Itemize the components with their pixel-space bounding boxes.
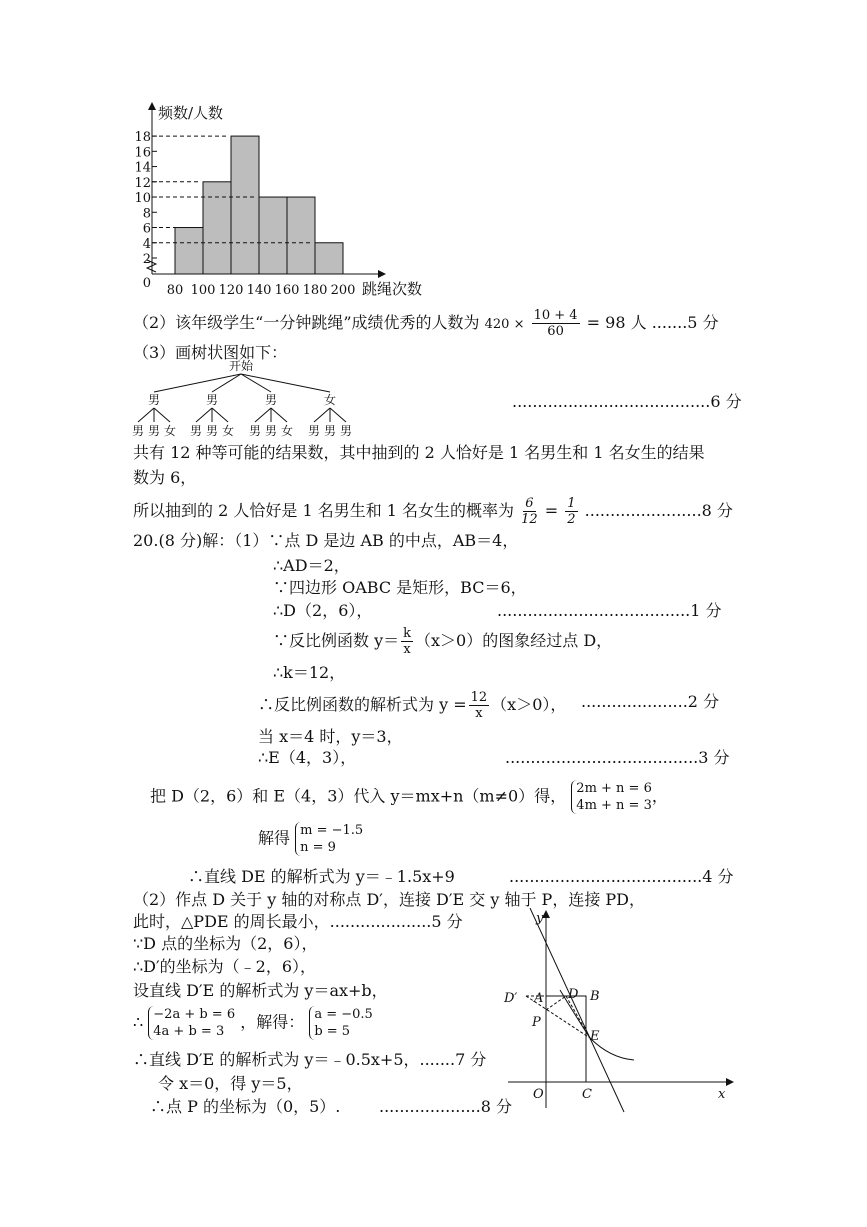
histogram-bar xyxy=(175,228,203,274)
q20-l6b: （x＞0）， xyxy=(491,695,567,714)
y-tick-label: 12 xyxy=(134,175,151,191)
tree-branch xyxy=(212,408,228,422)
q20-l6 xyxy=(258,690,566,721)
tree-level1-node: 男 xyxy=(147,393,161,407)
x-axis-arrow xyxy=(378,270,386,278)
y-tick-label: 18 xyxy=(134,130,151,146)
ab-eq1: −2a + b = 6 xyxy=(153,1007,236,1022)
q20-l9 xyxy=(150,780,668,814)
q20-l9-end: ， xyxy=(651,786,668,806)
result-line3 xyxy=(133,496,733,527)
label-x: x xyxy=(718,1087,726,1102)
q20b-l3: ∵D 点的坐标为（2，6）， xyxy=(133,934,318,953)
q20b-l6 xyxy=(133,1006,373,1040)
tree-branch xyxy=(196,408,212,422)
tree-level2-node: 女 xyxy=(221,424,235,438)
part2-expr: 420 × xyxy=(484,317,525,332)
q20-l5: ∴k＝12， xyxy=(273,663,346,682)
part2-result: = 98 人 xyxy=(586,313,647,332)
dashed-p-d xyxy=(546,996,566,1010)
tree-level1-node: 女 xyxy=(323,393,337,407)
label-b: B xyxy=(590,989,600,1004)
y-axis-label: 频数/人数 xyxy=(158,104,224,122)
tree-level2-node: 女 xyxy=(163,424,177,438)
x-tick-label: 100 xyxy=(190,283,216,298)
fraction-6-12 xyxy=(521,496,538,527)
x-tick-label: 200 xyxy=(330,283,356,298)
q20-l7: 当 x＝4 时，y＝3， xyxy=(258,727,403,746)
label-y: y xyxy=(536,911,544,926)
x-tick-label: 80 xyxy=(166,283,184,298)
tree-level2-node: 男 xyxy=(131,424,145,438)
tree-branch xyxy=(314,408,330,422)
q20-l10 xyxy=(258,822,363,856)
y-tick-label: 10 xyxy=(134,191,151,207)
label-o: O xyxy=(533,1087,544,1102)
x-tick-label: 120 xyxy=(218,283,244,298)
tree-branch xyxy=(154,408,170,422)
coordinate-graph xyxy=(500,908,740,1118)
q20b-l5: 设直线 D′E 的解析式为 y＝ax+b， xyxy=(133,981,388,1000)
tree-branch xyxy=(255,408,271,422)
tree-branch xyxy=(138,408,154,422)
q20b-l7: ∴直线 D′E 的解析式为 y＝﹣0.5x+5，.......7 分 xyxy=(133,1050,487,1069)
tree-level2-node: 男 xyxy=(307,424,321,438)
tree-level1-node: 男 xyxy=(205,393,219,407)
histogram-bar xyxy=(315,243,343,274)
k-num: k xyxy=(403,626,412,641)
x-den: x xyxy=(403,642,411,657)
part3-title: （3）画树状图如下： xyxy=(133,343,288,362)
tree-branch xyxy=(271,408,287,422)
system-ab-solution xyxy=(309,1006,372,1040)
equals: = xyxy=(544,501,559,520)
x-den2: x xyxy=(475,706,483,721)
q20b-l6a: ∴ xyxy=(133,1012,144,1032)
label-p: P xyxy=(532,1015,541,1030)
q20-l3: ∴D（2，6）， xyxy=(273,601,373,620)
ab-sol2: b = 5 xyxy=(314,1024,351,1039)
tree-root: 开始 xyxy=(229,359,254,373)
q20b-l9: ∴点 P 的坐标为（0，5）. xyxy=(150,1097,341,1116)
result-score: .......................8 分 xyxy=(584,501,733,520)
k-over-x xyxy=(401,626,413,657)
frac2-num: 1 xyxy=(567,496,576,511)
part2-den: 60 xyxy=(547,324,564,339)
12-num: 12 xyxy=(470,690,488,705)
sol-eq2: n = 9 xyxy=(300,840,336,855)
q20-l1: ∴AD＝2， xyxy=(273,556,350,575)
q20-score2: .....................2 分 xyxy=(581,692,720,711)
frac1-den: 12 xyxy=(521,512,538,527)
tree-branch xyxy=(241,374,330,392)
histogram-chart xyxy=(0,0,867,300)
q20-score4: ......................................4 分 xyxy=(509,867,734,886)
part2-num: 10 + 4 xyxy=(533,308,578,323)
q20-l6a: ∴反比例函数的解析式为 y = xyxy=(258,695,467,714)
result-line2: 数为 6， xyxy=(133,468,197,487)
label-a: A xyxy=(534,991,544,1006)
part2-score: .......5 分 xyxy=(651,313,719,332)
q20b-l2: 此时，△PDE 的周长最小，....................5 分 xyxy=(133,912,463,931)
line-de xyxy=(530,908,624,1112)
system-mn xyxy=(571,780,652,814)
y-tick-label: 8 xyxy=(142,206,151,222)
system-solution xyxy=(295,822,363,856)
y-tick-label: 16 xyxy=(134,145,151,161)
tree-level2-node: 男 xyxy=(339,424,353,438)
q20b-l1: （2）作点 D 关于 y 轴的对称点 D′，连接 D′E 交 y 轴于 P，连接 PD， xyxy=(133,890,645,909)
y-tick-label: 2 xyxy=(142,252,151,267)
q20-l4 xyxy=(273,626,612,657)
tree-level2-node: 男 xyxy=(205,424,219,438)
tree-level2-node: 女 xyxy=(280,424,294,438)
histogram-bar xyxy=(287,197,315,274)
ab-sol1: a = −0.5 xyxy=(314,1007,373,1022)
tree-level2-node: 男 xyxy=(189,424,203,438)
y-tick-label: 6 xyxy=(142,221,151,237)
histogram-bar xyxy=(259,197,287,274)
q20-score3: ......................................3 分 xyxy=(505,748,730,767)
q20-l4b: （x＞0）的图象经过点 D， xyxy=(415,631,613,650)
tree-level2-node: 男 xyxy=(264,424,278,438)
y-tick-label: 14 xyxy=(134,160,151,176)
x-tick-label: 140 xyxy=(246,283,272,298)
tree-level2-node: 男 xyxy=(147,424,161,438)
x-axis-arrow xyxy=(726,1078,734,1086)
tree-level2-node: 男 xyxy=(323,424,337,438)
tree-level2-node: 男 xyxy=(248,424,262,438)
part2-fraction xyxy=(532,308,580,339)
tree-branch xyxy=(330,408,346,422)
ab-eq2: 4a + b = 3 xyxy=(153,1024,225,1039)
x-tick-label: 180 xyxy=(302,283,328,298)
x-tick-label: 160 xyxy=(274,283,300,298)
frac1-num: 6 xyxy=(525,496,534,511)
system-ab xyxy=(148,1006,235,1040)
q20b-l8: 令 x＝0，得 y＝5， xyxy=(158,1074,303,1093)
histogram-bar xyxy=(231,136,259,274)
part2-text: （2）该年级学生“一分钟跳绳”成绩优秀的人数为 xyxy=(133,313,480,332)
q20-l8: ∴E（4，3）， xyxy=(258,748,357,767)
x-axis-label: 跳绳次数 xyxy=(362,280,423,298)
rectangle-oabc xyxy=(546,996,586,1082)
12-over-x xyxy=(469,690,490,721)
label-e: E xyxy=(590,1029,600,1044)
label-d: D xyxy=(568,987,579,1002)
q20b-l6b: ，解得： xyxy=(240,1012,305,1032)
q20-head: 20.(8 分)解：（1）∵点 D 是边 AB 的中点，AB＝4， xyxy=(133,531,519,550)
y-tick-label: 0 xyxy=(142,276,151,291)
histogram-bar xyxy=(203,182,231,274)
result-text: 所以抽到的 2 人恰好是 1 名男生和 1 名女生的概率为 xyxy=(133,501,515,520)
tree-level1-node: 男 xyxy=(264,393,278,407)
q20-l11: ∴直线 DE 的解析式为 y＝﹣1.5x+9 xyxy=(188,867,455,886)
fraction-1-2 xyxy=(565,496,577,527)
sol-eq1: m = −1.5 xyxy=(300,823,364,838)
sys1-eq1: 2m + n = 6 xyxy=(576,781,652,796)
q20-l9-text: 把 D（2，6）和 E（4，3）代入 y＝mx+n（m≠0）得， xyxy=(150,786,567,806)
q20-l10-text: 解得 xyxy=(258,828,291,848)
sys1-eq2: 4m + n = 3 xyxy=(576,798,652,813)
q20-l4a: ∵反比例函数 y＝ xyxy=(273,631,400,650)
result-line1: 共有 12 种等可能的结果数，其中抽到的 2 人恰好是 1 名男生和 1 名女生的结果 xyxy=(133,443,705,462)
y-tick-label: 4 xyxy=(142,236,151,252)
label-c: C xyxy=(582,1087,592,1102)
q20b-score: ....................8 分 xyxy=(379,1097,512,1116)
tree-branch xyxy=(154,374,241,392)
part3-score: .......................................6 分 xyxy=(512,392,742,411)
q20-score1: ......................................1 分 xyxy=(497,601,722,620)
part2-line xyxy=(133,308,719,339)
frac2-den: 2 xyxy=(567,512,576,527)
q20-l2: ∵四边形 OABC 是矩形，BC＝6， xyxy=(273,578,527,597)
y-axis-arrow xyxy=(148,102,156,110)
label-d-prime: D′ xyxy=(504,991,518,1006)
q20b-l4: ∴D′的坐标为（﹣2，6）， xyxy=(133,957,317,976)
